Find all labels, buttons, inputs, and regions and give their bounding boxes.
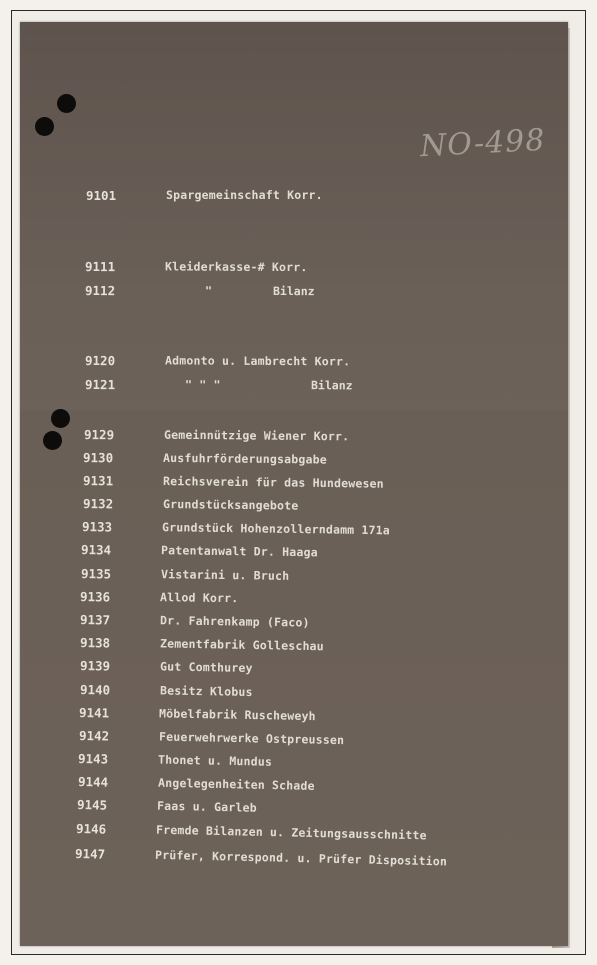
file-number: 9137: [79, 612, 111, 628]
file-description: Zementfabrik Golleschau: [159, 636, 324, 654]
file-description: ": [204, 283, 213, 298]
file-number: 9121: [84, 377, 116, 393]
file-number: 9145: [76, 797, 108, 813]
file-description: Faas u. Garleb: [156, 798, 257, 815]
file-description: Ausfuhrförderungsabgabe: [162, 450, 327, 467]
handwritten-archive-number: NO-498: [419, 122, 547, 165]
file-description: Patentanwalt Dr. Haaga: [160, 543, 318, 560]
file-sub-description: Bilanz: [272, 283, 315, 299]
file-number: 9111: [84, 259, 116, 275]
file-description: Besitz Klobus: [159, 683, 253, 700]
file-description: Dr. Fahrenkamp (Faco): [159, 613, 310, 630]
file-number: 9138: [79, 635, 111, 651]
file-number: 9135: [80, 566, 112, 582]
file-number: 9134: [80, 542, 112, 558]
file-number: 9112: [84, 283, 116, 299]
file-number: 9140: [79, 682, 111, 698]
file-description: Kleiderkasse-# Korr.: [164, 259, 308, 275]
file-description: Vistarini u. Bruch: [160, 567, 290, 583]
file-description: Feuerwehrwerke Ostpreussen: [158, 729, 345, 748]
file-number: 9133: [81, 519, 113, 535]
file-description: Thonet u. Mundus: [157, 752, 273, 769]
file-description: Möbelfabrik Ruscheweyh: [158, 706, 316, 724]
file-sub-description: Bilanz: [310, 378, 353, 393]
punch-hole-mid-1: [51, 409, 70, 428]
file-number: 9129: [83, 427, 115, 443]
file-number: 9144: [77, 774, 109, 790]
file-number: 9143: [77, 751, 109, 767]
file-number: 9120: [84, 353, 116, 369]
file-description: Gut Comthurey: [159, 659, 253, 676]
file-description: Gemeinnützige Wiener Korr.: [163, 427, 350, 444]
file-description: " " ": [184, 377, 221, 392]
file-number: 9132: [82, 496, 114, 512]
punch-hole-top-1: [57, 94, 76, 113]
file-number: 9130: [82, 450, 114, 466]
file-number: 9142: [78, 728, 110, 744]
file-description: Grundstücksangebote: [162, 496, 299, 513]
file-description: Allod Korr.: [159, 590, 239, 606]
punch-hole-mid-2: [43, 431, 62, 450]
file-description: Angelegenheiten Schade: [157, 775, 315, 793]
punch-hole-top-2: [35, 117, 54, 136]
file-description: Prüfer, Korrespond. u. Prüfer Disposition: [154, 847, 448, 869]
file-description: Grundstück Hohenzollerndamm 171a: [161, 520, 391, 538]
file-description: Reichsverein für das Hundewesen: [162, 473, 384, 491]
file-number: 9101: [86, 188, 117, 203]
file-number: 9146: [75, 821, 107, 837]
file-description: Fremde Bilanzen u. Zeitungsausschnitte: [155, 822, 427, 843]
file-number: 9141: [78, 705, 110, 721]
file-number: 9136: [79, 589, 111, 605]
file-number: 9139: [79, 658, 111, 674]
file-number: 9131: [82, 473, 114, 489]
file-description: Admonto u. Lambrecht Korr.: [164, 353, 351, 369]
document-lower-part: [20, 410, 568, 946]
file-number: 9147: [74, 846, 106, 862]
file-description: Spargemeinschaft Korr.: [166, 188, 323, 202]
